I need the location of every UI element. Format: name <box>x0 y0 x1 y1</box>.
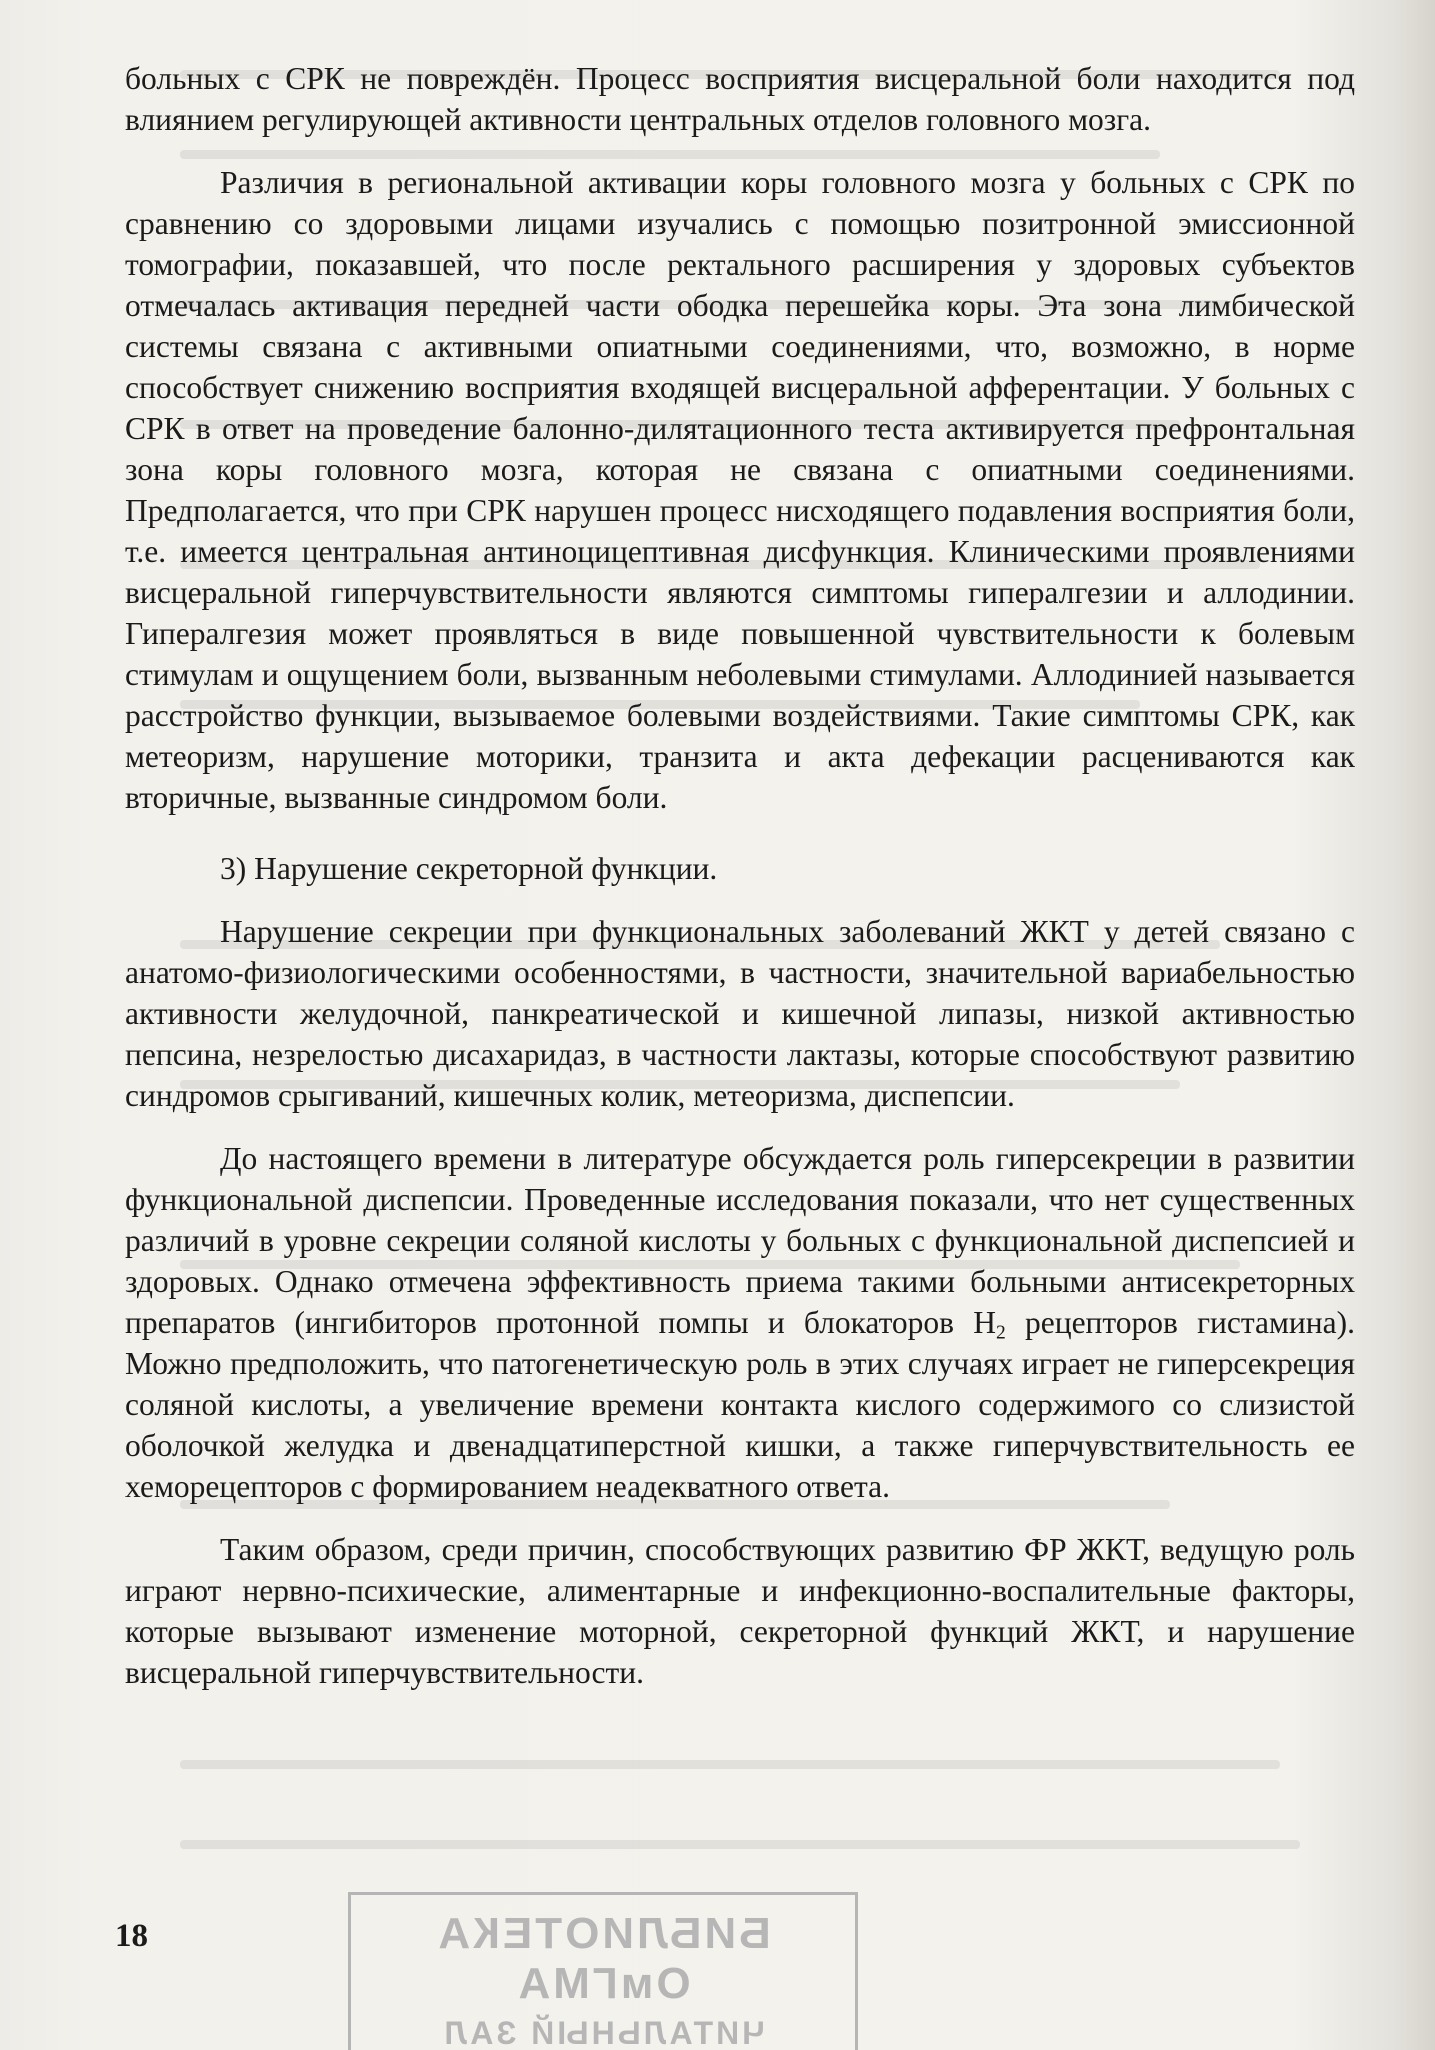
paragraph-hypersecretion-part1: До настоящего времени в литературе обсуждается роль гиперсекреции в развитии функциональной диспепсии. Проведенные исследования показали, что нет существенных различий в уровне секреции соляной кислоты у больных с функциональной диспепсией и здоровых. Однако отмечена эффективность приема такими больными антисекреторных препаратов (ингибиторов протонной помпы и блокаторов Н <box>125 1141 1355 1340</box>
paragraph-hypersecretion-part2: рецепторов гистамина). Можно предположить, что патогенетическую роль в этих случаях играет не гиперсекреция соляной кислоты, а увеличение времени контакта кислого содержимого со слизистой оболочкой желудка и двенадцатиперстной кишки, а также гиперчувствительность ее хеморецепторов с формированием неадекватного ответа. <box>125 1305 1355 1504</box>
paragraph-hypersecretion <box>125 1138 1355 1507</box>
subscript-two: 2 <box>996 1322 1006 1344</box>
stamp-line-library: БИБЛИОТЕКА ОмГМА <box>435 1909 771 2008</box>
body-text <box>125 58 1355 1693</box>
paragraph-cortex-activation: Различия в региональной активации коры головного мозга у больных с СРК по сравнению со здоровыми лицами изучались с помощью позитронной эмиссионной томографии, показавшей, что после ректального расширения у здоровых субъектов отмечалась активация передней части ободка перешейка коры. Эта зона лимбической системы связана с активными опиатными соединениями, что, возможно, в норме способствует снижению восприятия входящей висцеральной афферентации. У больных с СРК в ответ на проведение балонно-дилятационного теста активируется префронтальная зона коры головного мозга, которая не связана с опиатными соединениями. Предполагается, что при СРК нарушен процесс нисходящего подавления восприятия боли, т.е. имеется центральная антиноцицептивная дисфункция. Клиническими проявлениями висцеральной гиперчувствительности являются симптомы гипералгезии и аллодинии. Гипералгезия может проявляться в виде повышенной чувствительности к болевым стимулам и ощущением боли, вызванным неболевыми стимулами. Аллодинией называется расстройство функции, вызываемое болевыми воздействиями. Такие симптомы СРК, как метеоризм, нарушение моторики, транзита и акта дефекации расцениваются как вторичные, вызванные синдромом боли. <box>125 165 1355 815</box>
page-number: 18 <box>115 1918 148 1954</box>
paragraph-secretion-disorder: Нарушение секреции при функциональных заболеваний ЖКТ у детей связано с анатомо-физиологическими особенностями, в частности, значительной вариабельностью активности желудочной, панкреатической и кишечной липазы, низкой активностью пепсина, незрелостью дисахаридаз, в частности лактазы, которые способствуют развитию синдромов срыгиваний, кишечных колик, метеоризма, диспепсии. <box>125 914 1355 1113</box>
paragraph-continuation: больных с СРК не повреждён. Процесс восприятия висцеральной боли находится под влиянием регулирующей активности центральных отделов головного мозга. <box>125 61 1355 137</box>
stamp-line-reading-room: ЧИТАЛЬНЫЙ ЗАЛ <box>441 2015 765 2050</box>
section-heading-secretory: 3) Нарушение секреторной функции. <box>220 851 718 886</box>
library-stamp <box>348 1892 858 2050</box>
paragraph-conclusion: Таким образом, среди причин, способствующих развитию ФР ЖКТ, ведущую роль играют нервно-психические, алиментарные и инфекционно-воспалительные факторы, которые вызывают изменение моторной, секреторной функций ЖКТ, и нарушение висцеральной гиперчувствительности. <box>125 1532 1355 1690</box>
